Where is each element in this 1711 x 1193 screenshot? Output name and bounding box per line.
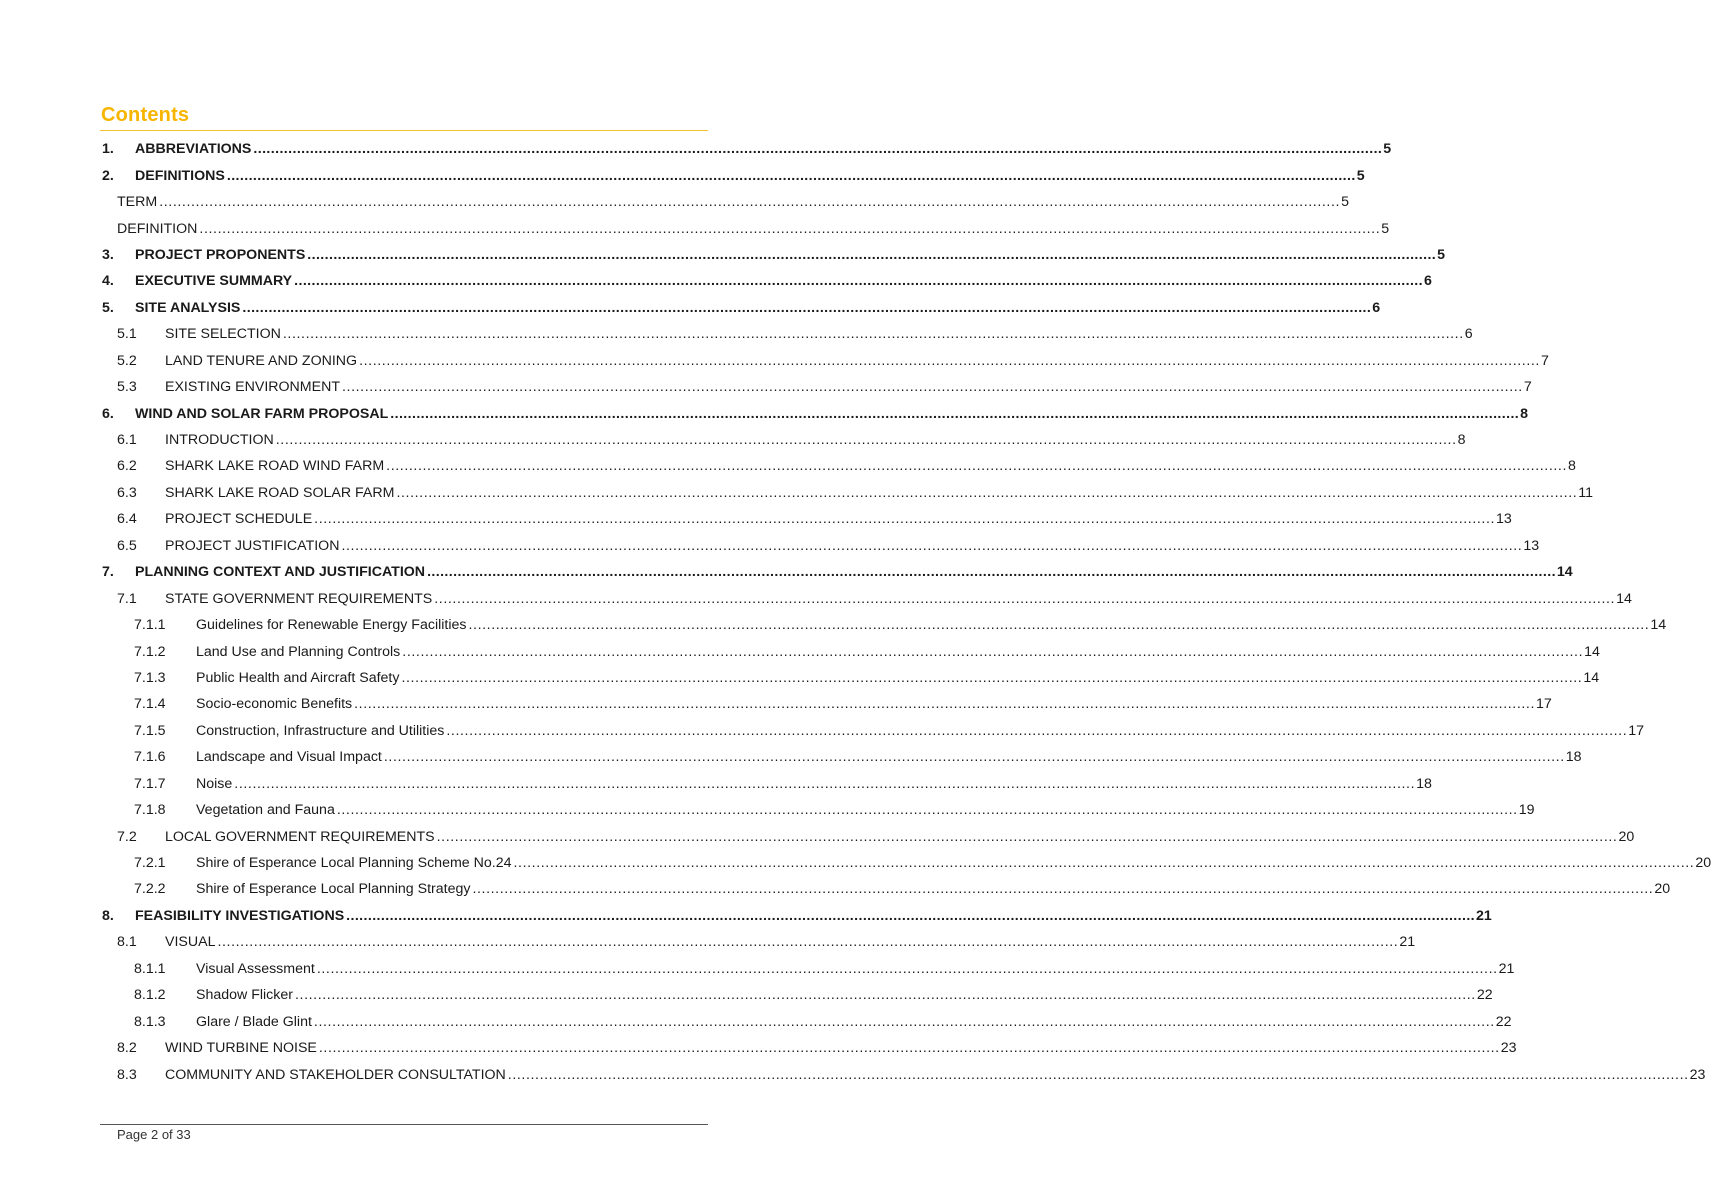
- toc-entry-title: Socio-economic Benefits: [196, 696, 353, 713]
- toc-leader-dots: ....................................................................................................................................................................................................................................................................: [402, 643, 1584, 660]
- toc-entry-page: 6: [1424, 273, 1432, 290]
- toc-entry[interactable]: [100, 189, 1349, 215]
- toc-leader-dots: ....................................................................................................................................................................................................................................................................: [386, 458, 1568, 475]
- toc-entry-title: Landscape and Visual Impact: [196, 749, 382, 766]
- toc-leader-dots: ....................................................................................................................................................................................................................................................................: [318, 1040, 1500, 1057]
- toc-entry-number: 7.2.1: [134, 855, 166, 872]
- toc-leader-dots: ....................................................................................................................................................................................................................................................................: [253, 141, 1383, 158]
- toc-leader-dots: ....................................................................................................................................................................................................................................................................: [436, 828, 1618, 845]
- toc-entry[interactable]: [100, 850, 1711, 876]
- toc-entry-number: 8.1.1: [134, 960, 166, 977]
- toc-entry-title: Shire of Esperance Local Planning Strategy: [196, 881, 471, 898]
- toc-entry-page: 23: [1500, 1040, 1517, 1057]
- toc-entry-page: 14: [1650, 617, 1667, 634]
- toc-entry-number: 7.2: [117, 828, 137, 845]
- toc-leader-dots: ....................................................................................................................................................................................................................................................................: [434, 590, 1616, 607]
- toc-entry[interactable]: [100, 823, 1635, 849]
- toc-entry-title: Shire of Esperance Local Planning Scheme No.24: [196, 855, 512, 872]
- toc-entry-title: SHARK LAKE ROAD WIND FARM: [165, 458, 385, 475]
- toc-leader-dots: ....................................................................................................................................................................................................................................................................: [427, 564, 1556, 581]
- footer-divider: [100, 1124, 708, 1125]
- toc-entry-page: 8: [1520, 405, 1529, 422]
- toc-entry-title: WIND AND SOLAR FARM PROPOSAL: [135, 405, 389, 422]
- toc-entry-title: EXISTING ENVIRONMENT: [165, 379, 340, 396]
- toc-leader-dots: ....................................................................................................................................................................................................................................................................: [234, 775, 1416, 792]
- toc-leader-dots: ....................................................................................................................................................................................................................................................................: [468, 617, 1650, 634]
- toc-entry-number: 6.1: [117, 432, 137, 449]
- toc-leader-dots: ....................................................................................................................................................................................................................................................................: [282, 326, 1464, 343]
- toc-entry-page: 5: [1356, 167, 1365, 184]
- toc-entry[interactable]: [100, 876, 1671, 902]
- toc-leader-dots: ....................................................................................................................................................................................................................................................................: [359, 352, 1540, 369]
- toc-leader-dots: ....................................................................................................................................................................................................................................................................: [307, 246, 1437, 263]
- toc-entry-number: 7.2.2: [134, 881, 166, 898]
- toc-leader-dots: ....................................................................................................................................................................................................................................................................: [383, 749, 1565, 766]
- toc-entry-title: FEASIBILITY INVESTIGATIONS: [135, 907, 345, 924]
- toc-entry-title: LOCAL GOVERNMENT REQUIREMENTS: [165, 828, 435, 845]
- toc-leader-dots: ....................................................................................................................................................................................................................................................................: [341, 537, 1523, 554]
- toc-entry-page: 14: [1584, 643, 1600, 660]
- toc-entry-number: 8.: [102, 907, 114, 924]
- toc-entry-page: 13: [1496, 511, 1512, 528]
- toc-leader-dots: ....................................................................................................................................................................................................................................................................: [275, 432, 1457, 449]
- toc-entry-title: SHARK LAKE ROAD SOLAR FARM: [165, 484, 395, 501]
- toc-entry-page: 14: [1583, 669, 1600, 686]
- toc-entry-page: 18: [1416, 775, 1432, 792]
- toc-entry[interactable]: [100, 348, 1549, 374]
- toc-leader-dots: ....................................................................................................................................................................................................................................................................: [446, 722, 1628, 739]
- toc-entry-page: 22: [1495, 1013, 1512, 1030]
- toc-entry-title: PROJECT JUSTIFICATION: [165, 537, 340, 554]
- toc-entry-page: 5: [1437, 246, 1446, 263]
- contents-heading: Contents: [101, 104, 190, 126]
- toc-entry[interactable]: [100, 903, 1492, 929]
- toc-entry-page: 7: [1523, 379, 1532, 396]
- toc-entry-number: 7.1: [117, 590, 137, 607]
- toc-entry[interactable]: [100, 982, 1493, 1008]
- toc-leader-dots: ....................................................................................................................................................................................................................................................................: [507, 1066, 1689, 1083]
- toc-entry[interactable]: [100, 215, 1390, 241]
- toc-entry-title: PROJECT SCHEDULE: [165, 511, 313, 528]
- toc-entry-page: 19: [1518, 802, 1535, 819]
- toc-entry-title: Vegetation and Fauna: [196, 802, 335, 819]
- toc-entry[interactable]: [100, 718, 1645, 744]
- toc-entry[interactable]: [100, 374, 1532, 400]
- toc-entry[interactable]: [100, 638, 1600, 664]
- toc-leader-dots: ....................................................................................................................................................................................................................................................................: [342, 379, 1523, 396]
- toc-leader-dots: ....................................................................................................................................................................................................................................................................: [336, 802, 1518, 819]
- toc-entry[interactable]: [100, 956, 1515, 982]
- toc-entry-title: Glare / Blade Glint: [196, 1013, 312, 1030]
- toc-entry-page: 7: [1540, 352, 1549, 369]
- toc-entry-number: 8.1.2: [134, 987, 166, 1004]
- toc-leader-dots: ....................................................................................................................................................................................................................................................................: [401, 669, 1583, 686]
- toc-entry-number: 6.: [102, 405, 114, 422]
- toc-entry-number: 5.1: [117, 326, 137, 343]
- toc-leader-dots: ....................................................................................................................................................................................................................................................................: [242, 299, 1372, 316]
- toc-entry[interactable]: [100, 691, 1552, 717]
- toc-leader-dots: ....................................................................................................................................................................................................................................................................: [313, 1013, 1495, 1030]
- toc-entry-page: 23: [1689, 1066, 1706, 1083]
- toc-entry-number: 8.3: [117, 1066, 137, 1083]
- toc-entry-number: 6.5: [117, 537, 137, 554]
- toc-entry-number: 7.1.7: [134, 775, 166, 792]
- toc-entry-page: 6: [1464, 326, 1473, 343]
- toc-entry-page: 14: [1556, 564, 1573, 581]
- toc-entry-number: 8.1.3: [134, 1013, 166, 1030]
- toc-entry-title: SITE ANALYSIS: [135, 299, 241, 316]
- toc-entry[interactable]: [100, 321, 1473, 347]
- toc-entry-number: 8.1: [117, 934, 137, 951]
- toc-entry-page: 8: [1568, 458, 1576, 475]
- toc-entry-title: VISUAL: [165, 934, 216, 951]
- toc-leader-dots: ....................................................................................................................................................................................................................................................................: [199, 220, 1381, 237]
- toc-entry-title: TERM: [117, 194, 158, 211]
- toc-entry-number: 7.1.3: [134, 669, 166, 686]
- toc-entry-number: 2.: [102, 167, 114, 184]
- toc-entry-title: INTRODUCTION: [165, 432, 274, 449]
- toc-entry[interactable]: [100, 533, 1540, 559]
- toc-entry[interactable]: [100, 427, 1466, 453]
- toc-entry-title: WIND TURBINE NOISE: [165, 1040, 317, 1057]
- toc-entry-title: Land Use and Planning Controls: [196, 643, 401, 660]
- toc-entry-page: 14: [1616, 590, 1632, 607]
- toc-leader-dots: ....................................................................................................................................................................................................................................................................: [294, 273, 1423, 290]
- toc-entry[interactable]: [100, 797, 1535, 823]
- toc-entry-number: 1.: [102, 141, 114, 158]
- toc-entry-page: 20: [1654, 881, 1671, 898]
- toc-entry-number: 7.1.1: [134, 617, 166, 634]
- toc-entry-page: 5: [1341, 194, 1349, 211]
- toc-entry-number: 7.1.2: [134, 643, 166, 660]
- toc-entry-number: 8.2: [117, 1040, 137, 1057]
- toc-leader-dots: ....................................................................................................................................................................................................................................................................: [472, 881, 1654, 898]
- toc-entry[interactable]: [100, 665, 1600, 691]
- toc-entry-page: 22: [1476, 987, 1493, 1004]
- toc-entry[interactable]: [100, 136, 1392, 162]
- toc-entry-page: 21: [1476, 907, 1492, 924]
- toc-entry[interactable]: [100, 295, 1381, 321]
- toc-entry[interactable]: [100, 1008, 1512, 1034]
- toc-entry-number: 7.: [102, 564, 114, 581]
- toc-entry-page: 18: [1565, 749, 1582, 766]
- toc-entry-number: 6.2: [117, 458, 137, 475]
- toc-entry-title: SITE SELECTION: [165, 326, 281, 343]
- toc-entry-page: 6: [1372, 299, 1381, 316]
- toc-entry[interactable]: [100, 771, 1432, 797]
- toc-leader-dots: ....................................................................................................................................................................................................................................................................: [159, 194, 1341, 211]
- toc-leader-dots: ....................................................................................................................................................................................................................................................................: [295, 987, 1476, 1004]
- toc-entry-title: Guidelines for Renewable Energy Facilities: [196, 617, 467, 634]
- toc-entry-number: 7.1.5: [134, 722, 166, 739]
- page-number-footer: Page 2 of 33: [117, 1127, 191, 1142]
- toc-entry-number: 7.1.6: [134, 749, 166, 766]
- toc-entry[interactable]: [100, 559, 1573, 585]
- heading-divider: [100, 130, 708, 131]
- toc-entry-title: EXECUTIVE SUMMARY: [135, 273, 293, 290]
- toc-entry-page: 20: [1695, 855, 1711, 872]
- toc-entry[interactable]: [100, 400, 1529, 426]
- toc-entry-title: STATE GOVERNMENT REQUIREMENTS: [165, 590, 433, 607]
- toc-leader-dots: ....................................................................................................................................................................................................................................................................: [314, 511, 1496, 528]
- toc-leader-dots: ....................................................................................................................................................................................................................................................................: [226, 167, 1356, 184]
- toc-entry[interactable]: [100, 1061, 1706, 1087]
- toc-entry[interactable]: [100, 1035, 1517, 1061]
- toc-entry-page: 5: [1381, 220, 1390, 237]
- toc-entry-title: PLANNING CONTEXT AND JUSTIFICATION: [135, 564, 426, 581]
- toc-entry-title: DEFINITION: [117, 220, 198, 237]
- toc-entry-page: 21: [1399, 934, 1416, 951]
- toc-entry-page: 11: [1578, 484, 1594, 501]
- toc-entry-number: 4.: [102, 273, 114, 290]
- toc-entry-number: 6.4: [117, 511, 137, 528]
- toc-entry[interactable]: [100, 744, 1582, 770]
- toc-entry-title: ABBREVIATIONS: [135, 141, 252, 158]
- toc-entry-page: 21: [1498, 960, 1515, 977]
- toc-entry-title: DEFINITIONS: [135, 167, 225, 184]
- toc-entry-page: 13: [1523, 537, 1540, 554]
- toc-leader-dots: ....................................................................................................................................................................................................................................................................: [316, 960, 1498, 977]
- toc-entry-title: COMMUNITY AND STAKEHOLDER CONSULTATION: [165, 1066, 506, 1083]
- toc-entry-title: LAND TENURE AND ZONING: [165, 352, 358, 369]
- toc-entry[interactable]: [100, 268, 1432, 294]
- toc-leader-dots: ....................................................................................................................................................................................................................................................................: [396, 484, 1578, 501]
- toc-leader-dots: ....................................................................................................................................................................................................................................................................: [354, 696, 1535, 713]
- toc-leader-dots: ....................................................................................................................................................................................................................................................................: [390, 405, 1520, 422]
- toc-leader-dots: ....................................................................................................................................................................................................................................................................: [346, 907, 1476, 924]
- toc-entry-title: PROJECT PROPONENTS: [135, 246, 306, 263]
- table-of-contents: [100, 136, 1711, 1088]
- toc-entry-title: Shadow Flicker: [196, 987, 293, 1004]
- toc-entry-title: Public Health and Aircraft Safety: [196, 669, 400, 686]
- toc-entry[interactable]: [100, 162, 1365, 188]
- toc-entry-page: 5: [1383, 141, 1392, 158]
- toc-entry-number: 5.3: [117, 379, 137, 396]
- toc-entry-number: 3.: [102, 246, 114, 263]
- toc-entry-number: 7.1.4: [134, 696, 166, 713]
- toc-entry-page: 8: [1457, 432, 1466, 449]
- toc-leader-dots: ....................................................................................................................................................................................................................................................................: [513, 855, 1695, 872]
- toc-leader-dots: ....................................................................................................................................................................................................................................................................: [217, 934, 1399, 951]
- toc-entry[interactable]: [100, 506, 1512, 532]
- toc-entry[interactable]: [100, 242, 1446, 268]
- toc-entry[interactable]: [100, 585, 1632, 611]
- toc-entry-page: 17: [1536, 696, 1552, 713]
- toc-entry-title: Visual Assessment: [196, 960, 315, 977]
- toc-entry-page: 20: [1618, 828, 1635, 845]
- toc-entry-page: 17: [1628, 722, 1645, 739]
- toc-entry-number: 7.1.8: [134, 802, 166, 819]
- toc-entry[interactable]: [100, 612, 1667, 638]
- toc-entry-number: 5.2: [117, 352, 137, 369]
- toc-entry[interactable]: [100, 480, 1594, 506]
- toc-entry-number: 5.: [102, 299, 114, 316]
- toc-entry[interactable]: [100, 453, 1576, 479]
- toc-entry[interactable]: [100, 929, 1416, 955]
- toc-entry-title: Construction, Infrastructure and Utilities: [196, 722, 445, 739]
- toc-entry-number: 6.3: [117, 484, 137, 501]
- toc-entry-title: Noise: [196, 775, 233, 792]
